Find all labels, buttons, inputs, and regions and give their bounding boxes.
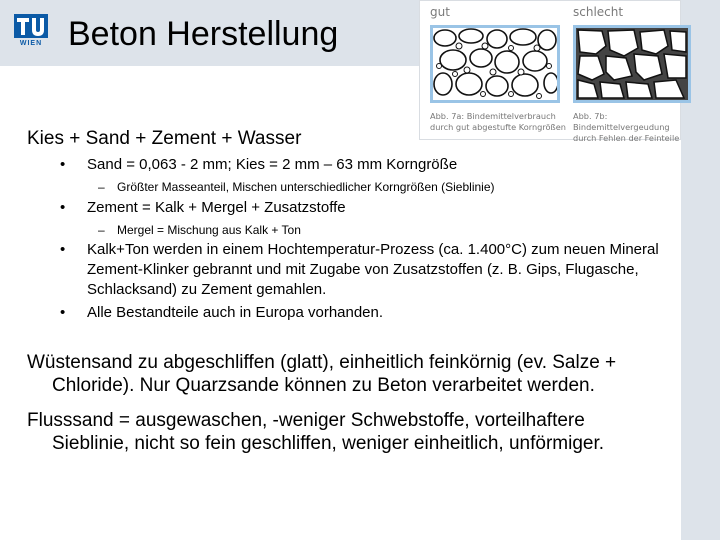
sub-bullet-mergel: Mergel = Mischung aus Kalk + Ton (117, 223, 301, 237)
figure-label-bad: schlecht (573, 5, 624, 19)
figure-caption-bad (573, 111, 681, 144)
logo-wordmark: WIEN (19, 40, 43, 47)
figure-caption-good (430, 111, 570, 133)
figure-panel-good (430, 25, 560, 103)
figure-caption-good-line2: durch gut abgestufte Korngrößen (430, 122, 566, 132)
paragraph-flusssand (27, 409, 677, 455)
slide-title: Beton Herstellung (68, 15, 339, 53)
bullet-marker: • (60, 241, 66, 258)
paragraph-wuestensand-line1: Wüstensand zu abgeschliffen (glatt), einheitlich feinkörnig (ev. Salze + (27, 352, 617, 373)
paragraph-wuestensand (27, 351, 677, 397)
paragraph-flusssand-line2: Sieblinie, nicht so fein geschliffen, weniger einheitlich, unförmiger. (52, 433, 605, 454)
bullet-sand-kies: Sand = 0,063 - 2 mm; Kies = 2 mm – 63 mm Korngröße (87, 156, 458, 173)
bad-grading-illustration (576, 28, 688, 100)
bullet-marker: • (60, 199, 66, 216)
right-side-strip (681, 66, 720, 540)
figure-caption-bad-line1: Abb. 7b: Bindemittelvergeudung (573, 111, 670, 132)
figure-caption-bad-line2: durch Fehlen der Feinteile (573, 133, 680, 143)
figure-label-good: gut (430, 5, 450, 19)
bullet-bestandteile: Alle Bestandteile auch in Europa vorhanden. (87, 304, 384, 321)
bullet-marker: • (60, 304, 66, 321)
sub-bullet-dash: – (98, 223, 105, 237)
sub-bullet-dash: – (98, 180, 105, 194)
bullet-kalk-ton: Kalk+Ton werden in einem Hochtemperatur-Prozess (ca. 1.400°C) zum neuen Mineral Zement-Klinker gebrannt und mit Zugabe von Zusatzstoffen (z. B. Gips, Flugasche, Schlacksand) zu Zement gemahlen. (87, 241, 659, 298)
aggregate-figure (419, 0, 681, 143)
good-grading-illustration (433, 28, 557, 100)
bullet-marker: • (60, 156, 66, 173)
figure-caption-good-line1: Abb. 7a: Bindemittelverbrauch (430, 111, 556, 121)
paragraph-wuestensand-line2: Chloride). Nur Quarzsande können zu Beton verarbeitet werden. (52, 375, 595, 396)
main-formula-line: Kies + Sand + Zement + Wasser (27, 128, 302, 149)
figure-panel-bad (573, 25, 691, 103)
bullet-zement: Zement = Kalk + Mergel + Zusatzstoffe (87, 199, 346, 216)
sub-bullet-sieblinie: Größter Masseanteil, Mischen unterschiedlicher Korngrößen (Sieblinie) (117, 180, 495, 194)
paragraph-flusssand-line1: Flusssand = ausgewaschen, -weniger Schwebstoffe, vorteilhaftere (27, 410, 585, 431)
